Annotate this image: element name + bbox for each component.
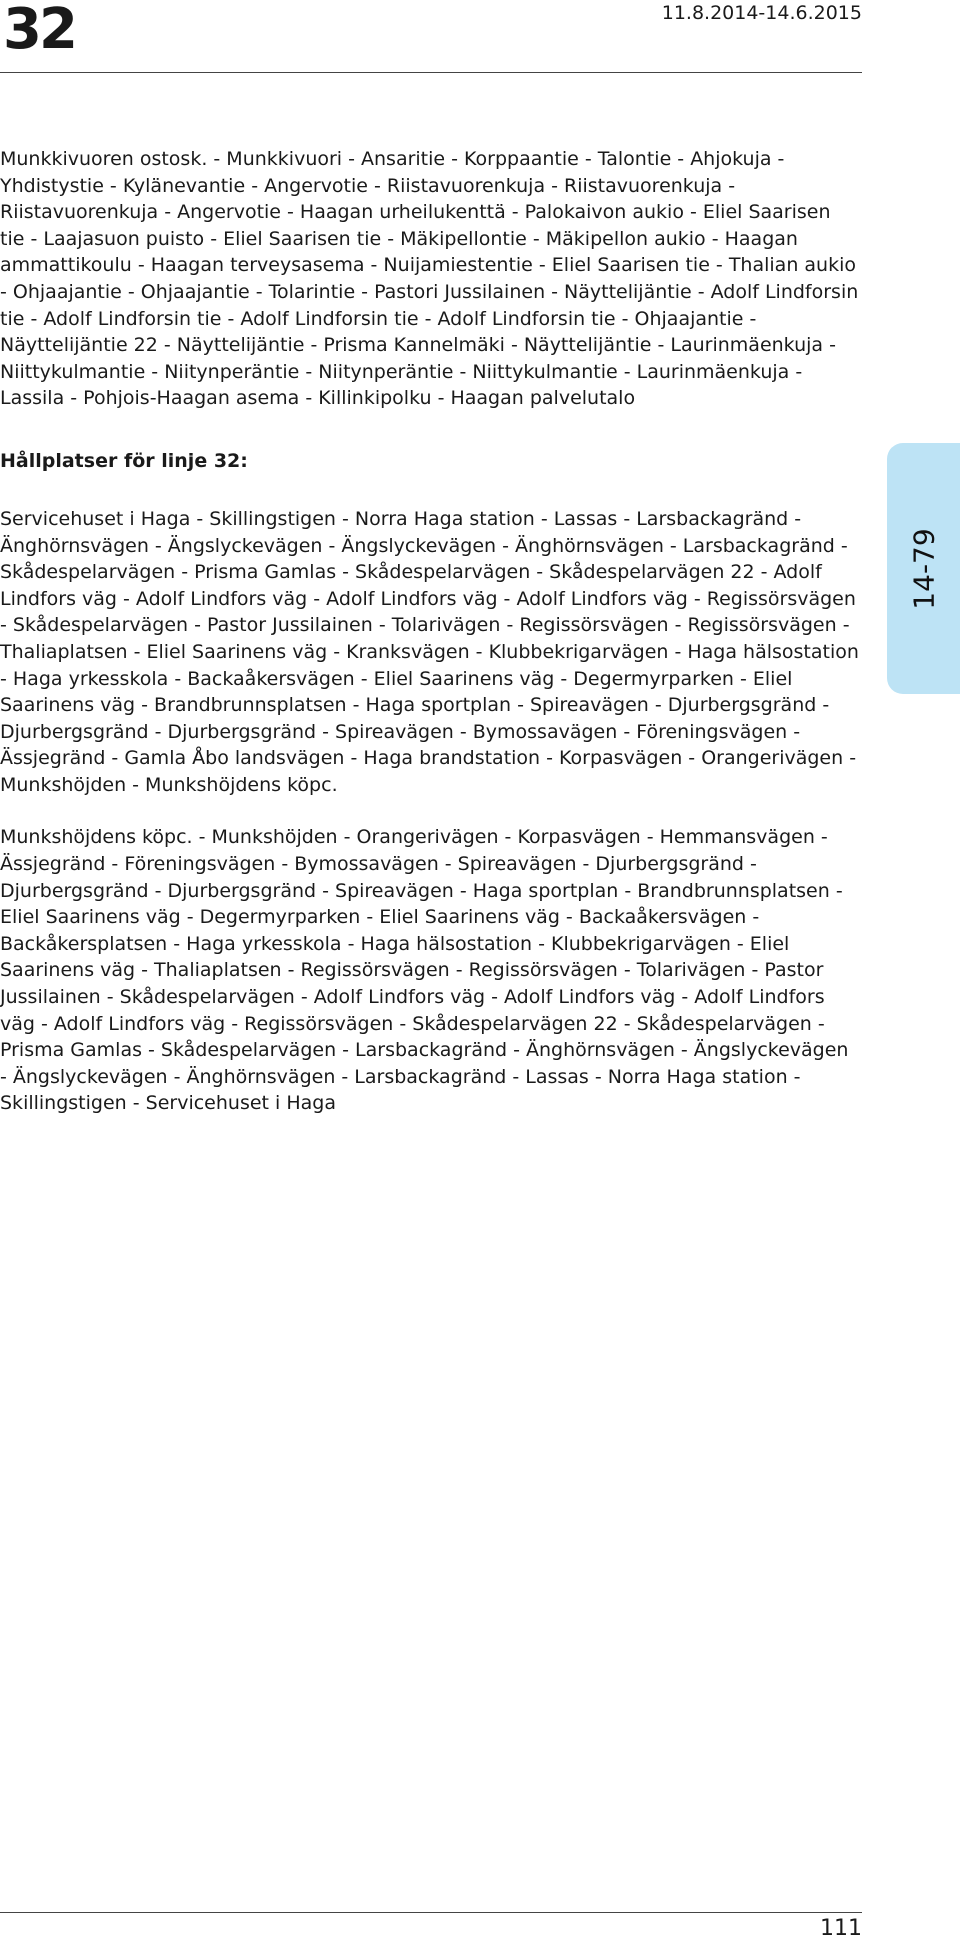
page-number: 111 [820,1916,862,1941]
validity-period: 11.8.2014-14.6.2015 [661,2,862,24]
footer-divider [0,1912,862,1913]
section-tab-label: 14-79 [907,527,940,610]
stops-list-finnish: Munkkivuoren ostosk. - Munkkivuori - Ansaritie - Korppaantie - Talontie - Ahjokuja - Yhdistystie - Kylänevantie - Angervotie - Riistavuorenkuja - Riistavuorenkuja - Riistavuorenkuja - Angervotie - Haagan urheilukenttä - Palokaivon aukio - Eliel Saarisen tie - Laajasuon puisto - Eliel Saarisen tie - Mäkipellontie - Mäkipellon aukio - Haagan ammattikoulu - Haagan terveysasema - Nuijamiestentie - Eliel Saarisen tie - Thalian aukio - Ohjaajantie - Ohjaajantie - Tolarintie - Pastori Jussilainen - Näyttelijäntie - Adolf Lindforsin tie - Adolf Lindforsin tie - Adolf Lindforsin tie - Adolf Lindforsin tie - Ohjaajantie - Näyttelijäntie 22 - Näyttelijäntie - Prisma Kannelmäki - Näyttelijäntie - Laurinmäenkuja - Niittykulmantie - Niitynperäntie - Niitynperäntie - Niittykulmantie - Laurinmäenkuja - Lassila - Pohjois-Haagan asema - Killinkipolku - Haagan palvelutalo [0,148,859,410]
stops-list-swedish-direction-2: Munkshöjdens köpc. - Munkshöjden - Orangerivägen - Korpasvägen - Hemmansvägen - Ässjegränd - Föreningsvägen - Bymossavägen - Spireavägen - Djurbergsgränd - Djurbergsgränd - Djurbergsgränd - Spireavägen - Haga sportplan - Brandbrunnsplatsen - Eliel Saarinens väg - Degermyrparken - Eliel Saarinens väg - Backaåkersvägen - Backåkersplatsen - Haga yrkesskola - Haga hälsostation - Klubbekrigarvägen - Eliel Saarinens väg - Thaliaplatsen - Regissörsvägen - Regissörsvägen - Tolarivägen - Pastor Jussilainen - Skådespelarvägen - Adolf Lindfors väg - Adolf Lindfors väg - Adolf Lindfors väg - Adolf Lindfors väg - Regissörsvägen - Skådespelarvägen 22 - Skådespelarvägen - Prisma Gamlas - Skådespelarvägen - Larsbackagränd - Änghörnsvägen - Ängslyckevägen - Ängslyckevägen - Änghörnsvägen - Larsbackagränd - Lassas - Norra Haga station - Skillingstigen - Servicehuset i Haga [0,826,849,1115]
stops-heading-swedish: Hållplatser för linje 32: [0,449,248,472]
route-stops-content [0,146,860,1117]
stops-list-swedish-direction-1: Servicehuset i Haga - Skillingstigen - Norra Haga station - Lassas - Larsbackagränd - Änghörnsvägen - Ängslyckevägen - Ängslyckevägen - Änghörnsvägen - Larsbackagränd - Skådespelarvägen - Prisma Gamlas - Skådespelarvägen - Skådespelarvägen 22 - Adolf Lindfors väg - Adolf Lindfors väg - Adolf Lindfors väg - Adolf Lindfors väg - Regissörsvägen - Skådespelarvägen - Pastor Jussilainen - Tolarivägen - Regissörsvägen - Regissörsvägen - Thaliaplatsen - Eliel Saarinens väg - Kranksvägen - Klubbekrigarvägen - Haga hälsostation - Haga yrkesskola - Backaåkersvägen - Eliel Saarinens väg - Degermyrparken - Eliel Saarinens väg - Brandbrunnsplatsen - Haga sportplan - Spireavägen - Djurbergsgränd - Djurbergsgränd - Djurbergsgränd - Spireavägen - Bymossavägen - Föreningsvägen - Ässjegränd - Gamla Åbo landsvägen - Haga brandstation - Korpasvägen - Orangerivägen - Munkshöjden - Munkshöjdens köpc. [0,507,859,796]
header-divider [0,72,862,73]
route-number: 32 [3,0,75,62]
section-tab [887,443,960,694]
